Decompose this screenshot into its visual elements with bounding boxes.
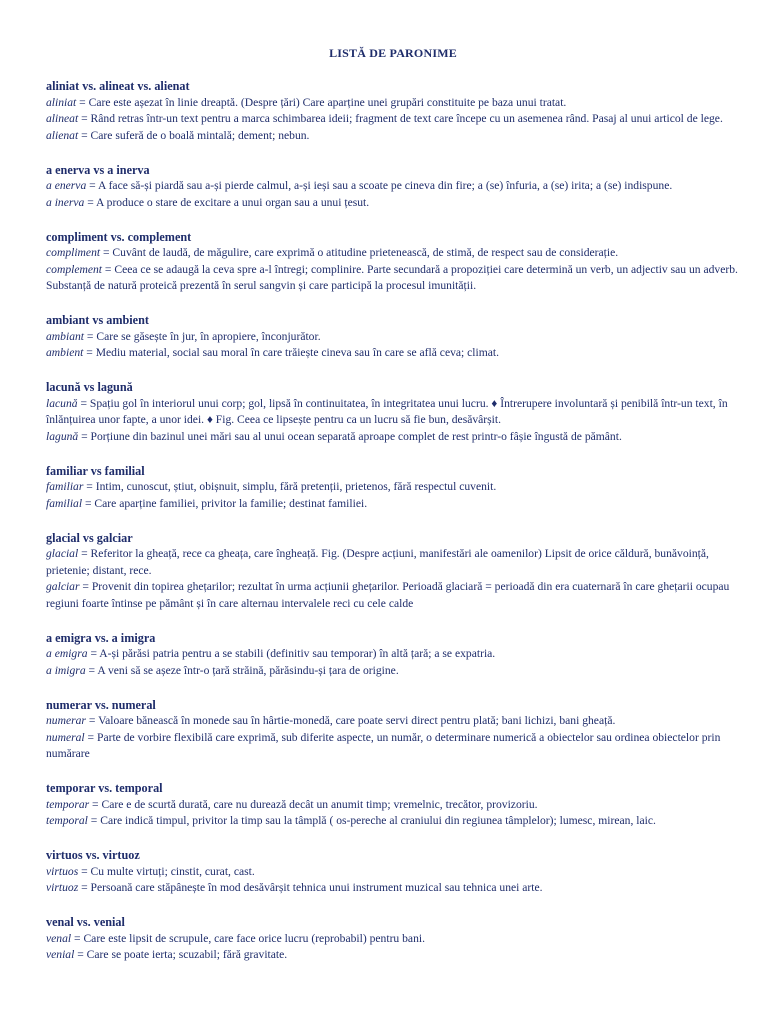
section-heading: familiar vs familial bbox=[46, 463, 145, 478]
definition bbox=[46, 329, 740, 346]
definition bbox=[46, 345, 740, 362]
definition-term: virtuos bbox=[46, 864, 79, 878]
definition-term: alienat bbox=[46, 128, 79, 142]
definition-text: = Care este lipsit de scrupule, care face orice lucru (reprobabil) pentru bani. bbox=[71, 931, 425, 945]
definition-text: = Care se poate ierta; scuzabil; fără gravitate. bbox=[74, 948, 288, 961]
definition-text: = Intim, cunoscut, știut, obișnuit, simplu, fără pretenții, prietenos, fără respectul cuvenit. bbox=[83, 480, 497, 493]
definition-term: familial bbox=[46, 496, 83, 510]
definition-text: = Cuvânt de laudă, de măgulire, care exprimă o atitudine prietenească, de stimă, de respect sau de considerație. bbox=[100, 246, 619, 259]
definition-term: venial bbox=[46, 948, 75, 961]
definition-text: = Ceea ce se adaugă la ceva spre a-l întregi; complinire. Parte secundară a propoziției care determină un verb, un adjectiv sau un adverb. Substanță de natură proteică prezentă în serul sangvin și care participă la procesul imunității. bbox=[46, 262, 738, 292]
definition bbox=[46, 947, 740, 964]
definition-term: compliment bbox=[46, 246, 101, 259]
definition bbox=[46, 111, 740, 128]
definition-term: ambient bbox=[46, 346, 84, 359]
section-heading: numerar vs. numeral bbox=[46, 697, 156, 712]
paronym-section bbox=[46, 780, 740, 830]
definition-term: ambiant bbox=[46, 329, 85, 343]
definition-text: = Porțiune din bazinul unei mări sau al unui ocean separată aproape complet de rest printr-o fâșie îngustă de pământ. bbox=[78, 429, 622, 443]
definition-term: lacună bbox=[46, 396, 78, 410]
definition bbox=[46, 646, 740, 663]
section-heading: aliniat vs. alineat vs. alienat bbox=[46, 79, 190, 93]
definition bbox=[46, 931, 740, 948]
definition bbox=[46, 546, 740, 579]
definition-text: = Care e de scurtă durată, care nu durează decât un anumit timp; vremelnic, trecător, provizoriu. bbox=[89, 797, 538, 811]
paronym-section bbox=[46, 312, 740, 362]
paronym-section bbox=[46, 463, 740, 513]
section-heading: ambiant vs ambient bbox=[46, 313, 149, 327]
section-heading: venal vs. venial bbox=[46, 915, 125, 929]
section-heading: glacial vs galciar bbox=[46, 530, 133, 545]
definition-term: virtuoz bbox=[46, 881, 79, 894]
definition-term: numeral bbox=[46, 730, 85, 744]
paronym-section bbox=[46, 379, 740, 445]
definition-text: = Cu multe virtuți; cinstit, curat, cast. bbox=[78, 864, 255, 878]
definition bbox=[46, 95, 740, 112]
definition-text: = A face să-și piardă sau a-și pierde calmul, a-și ieși sau a scoate pe cineva din fire; a (se) înfuria, a (se) irita; a (se) indispune. bbox=[86, 179, 673, 192]
definition-text: = Persoană care stăpânește în mod desăvârșit tehnica unui instrument muzical sau tehnica unei arte. bbox=[78, 881, 543, 894]
definition-term: temporar bbox=[46, 797, 90, 811]
definition bbox=[46, 797, 740, 814]
paronym-section bbox=[46, 162, 740, 212]
definition-term: aliniat bbox=[46, 95, 77, 109]
paronym-section bbox=[46, 914, 740, 964]
definition bbox=[46, 479, 740, 496]
definition-term: numerar bbox=[46, 714, 86, 727]
section-heading: a emigra vs. a imigra bbox=[46, 630, 156, 645]
definition bbox=[46, 813, 740, 830]
section-heading: lacună vs lagună bbox=[46, 380, 133, 394]
definition bbox=[46, 880, 740, 897]
paronym-section bbox=[46, 847, 740, 897]
definition bbox=[46, 429, 740, 446]
definition-text: = Referitor la gheață, rece ca gheața, care îngheață. Fig. (Despre acțiuni, manifestări ale oamenilor) Lipsit de orice căldură, bunăvoință, prietenie; distant, rece. bbox=[46, 547, 709, 577]
page-title: LISTĂ DE PARONIME bbox=[329, 46, 457, 60]
definition-text: = Provenit din topirea ghețarilor; rezultat în urma acțiunii ghețarilor. Perioadă glaciară = perioadă din era cuaternară în care ghețarii ocupau regiuni foarte întinse pe pământ și în care alternau intervalele reci cu cele calde bbox=[46, 580, 730, 610]
paronym-section bbox=[46, 78, 740, 144]
definition bbox=[46, 730, 740, 763]
section-heading: compliment vs. complement bbox=[46, 229, 192, 244]
paronym-list bbox=[46, 78, 740, 964]
definition-text: = Care indică timpul, privitor la timp sau la tâmplă ( os-pereche al craniului din regiunea tâmplelor); lumesc, mirean, laic. bbox=[87, 814, 656, 827]
definition-term: glacial bbox=[46, 547, 79, 560]
section-heading: temporar vs. temporal bbox=[46, 781, 163, 795]
definition-text: = Valoare bănească în monede sau în hârtie-monedă, care poate servi direct pentru plată; bani lichizi, bani gheață. bbox=[85, 714, 616, 727]
definition-term: alineat bbox=[46, 112, 79, 125]
definition-text: = Spațiu gol în interiorul unui corp; gol, lipsă în continuitatea, în integritatea unui lucru. ♦ Întrerupere involuntară și penibilă într-un text, în înlănțuirea unor fapte, a unor idei. ♦ Fig. Ceea ce lipsește pentru ca un lucru să fie bun, desăvârșit. bbox=[46, 396, 728, 426]
definition-text: = A veni să se așeze într-o țară străină, părăsindu-și țara de origine. bbox=[85, 663, 399, 677]
definition bbox=[46, 713, 740, 730]
definition-text: = Care aparține familiei, privitor la familie; destinat familiei. bbox=[82, 496, 368, 510]
section-heading: virtuos vs. virtuoz bbox=[46, 848, 140, 862]
definition bbox=[46, 579, 740, 612]
definition-term: familiar bbox=[46, 480, 84, 493]
definition bbox=[46, 262, 740, 295]
paronym-section bbox=[46, 530, 740, 613]
definition bbox=[46, 195, 740, 212]
definition-text: = Parte de vorbire flexibilă care exprimă, sub diferite aspecte, un număr, o determinare numerică a obiectelor sau ordinea obiectelor prin numărare bbox=[46, 730, 721, 760]
definition-text: = Mediu material, social sau moral în care trăiește cineva sau în care se află ceva; climat. bbox=[83, 346, 500, 359]
definition-term: a emigra bbox=[46, 647, 88, 660]
definition-text: = A-și părăsi patria pentru a se stabili (definitiv sau temporar) în altă țară; a se expatria. bbox=[87, 647, 496, 660]
definition bbox=[46, 396, 740, 429]
definition-text: = Care se găsește în jur, în apropiere, înconjurător. bbox=[84, 329, 321, 343]
definition-text: = Rând retras într-un text pentru a marca schimbarea ideii; fragment de text care începe cu un asemenea rând. Pasaj al unui articol de lege. bbox=[78, 112, 723, 125]
definition-term: galciar bbox=[46, 580, 80, 593]
definition-text: = A produce o stare de excitare a unui organ sau a unui țesut. bbox=[84, 195, 370, 209]
definition-term: lagună bbox=[46, 429, 79, 443]
definition-term: a enerva bbox=[46, 179, 87, 192]
definition-term: complement bbox=[46, 262, 103, 276]
definition-term: a imigra bbox=[46, 663, 86, 677]
definition bbox=[46, 128, 740, 145]
paronym-section bbox=[46, 229, 740, 295]
definition bbox=[46, 178, 740, 195]
definition bbox=[46, 663, 740, 680]
paronym-section bbox=[46, 697, 740, 763]
definition-text: = Care suferă de o boală mintală; dement; nebun. bbox=[78, 128, 310, 142]
section-heading: a enerva vs a inerva bbox=[46, 162, 150, 177]
definition bbox=[46, 864, 740, 881]
definition-text: = Care este așezat în linie dreaptă. (Despre țări) Care aparține unei grupări constituite pe baza unui tratat. bbox=[76, 95, 567, 109]
definition bbox=[46, 496, 740, 513]
paronym-section bbox=[46, 630, 740, 680]
definition-term: temporal bbox=[46, 814, 88, 827]
definition bbox=[46, 245, 740, 262]
definition-term: a inerva bbox=[46, 195, 85, 209]
definition-term: venal bbox=[46, 931, 72, 945]
